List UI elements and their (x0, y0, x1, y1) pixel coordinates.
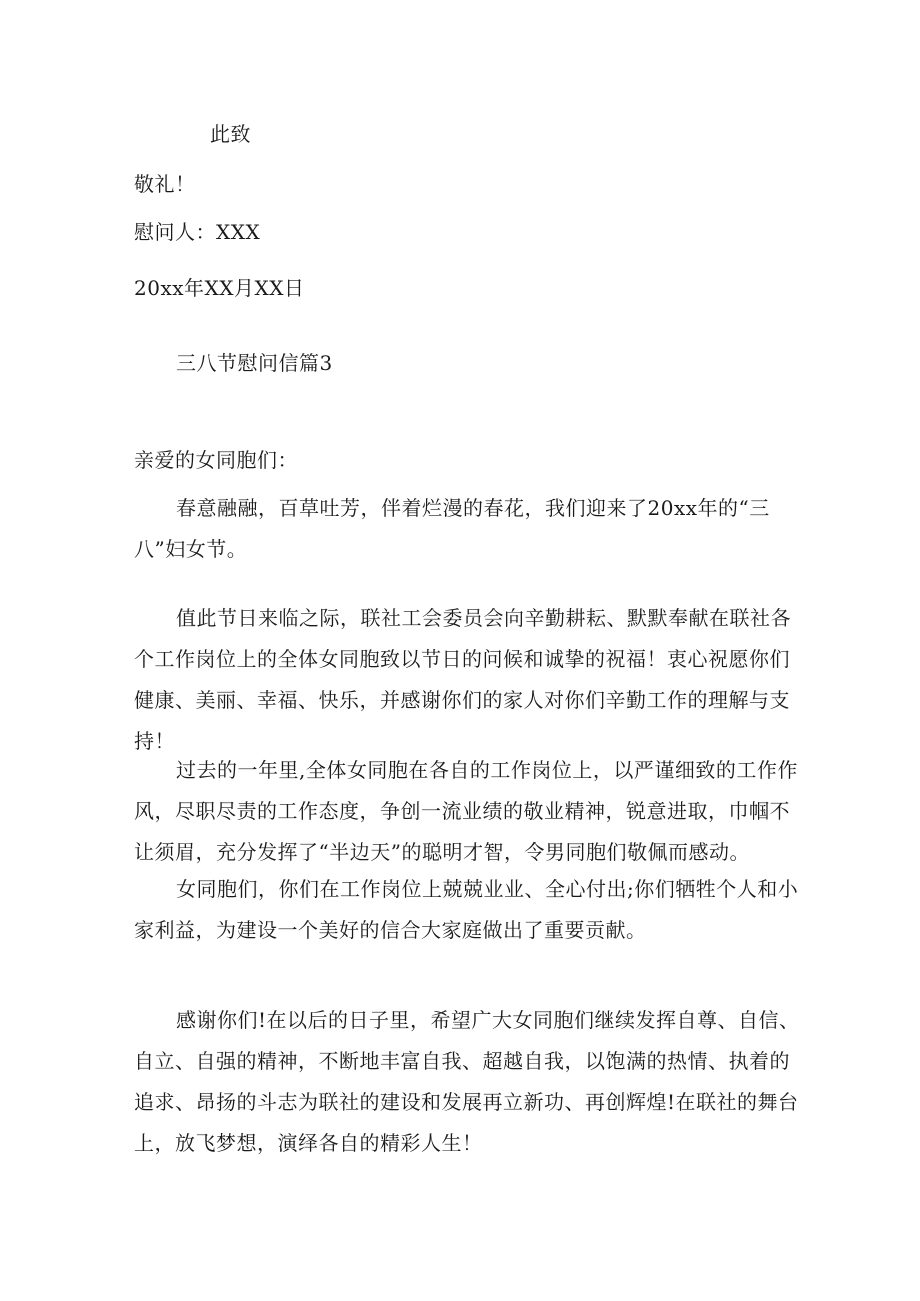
letter-closing: 此致 (210, 122, 251, 146)
letter-salutation: 敬礼！ (134, 172, 196, 196)
letter-date: 20xx年XX月XX日 (134, 276, 305, 300)
body-paragraph: 值此节日来临之际，联社工会委员会向辛勤耕耘、默默奉献在联社各个工作岗位上的全体女同胞致以节日的问候和诚挚的祝福！衷心祝愿你们健康、美丽、幸福、快乐，并感谢你们的家人对你们辛勤工作的理解与支持！ (134, 606, 791, 753)
letter-greeting: 亲爱的女同胞们： (134, 448, 298, 472)
letter-sender: 慰问人：XXX (134, 220, 261, 244)
body-paragraph: 春意融融，百草吐芳，伴着烂漫的春花，我们迎来了20xx年的“三八”妇女节。 (134, 496, 770, 561)
body-paragraph: 女同胞们，你们在工作岗位上兢兢业业、全心付出;你们牺牲个人和小家利益，为建设一个美好的信合大家庭做出了重要贡献。 (134, 877, 799, 942)
section-heading: 三八节慰问信篇3 (176, 351, 333, 375)
body-paragraph: 过去的一年里,全体女同胞在各自的工作岗位上，以严谨细致的工作作风，尽职尽责的工作态度，争创一流业绩的敬业精神，锐意进取，巾帼不让须眉，充分发挥了“半边天”的聪明才智，令男同胞们敬佩而感动。 (134, 758, 798, 864)
body-paragraph: 感谢你们!在以后的日子里，希望广大女同胞们继续发挥自尊、自信、自立、自强的精神，不断地丰富自我、超越自我，以饱满的热情、执着的追求、昂扬的斗志为联社的建设和发展再立新功、再创辉煌!在联社的舞台上，放飞梦想，演绎各自的精彩人生！ (134, 1008, 800, 1155)
